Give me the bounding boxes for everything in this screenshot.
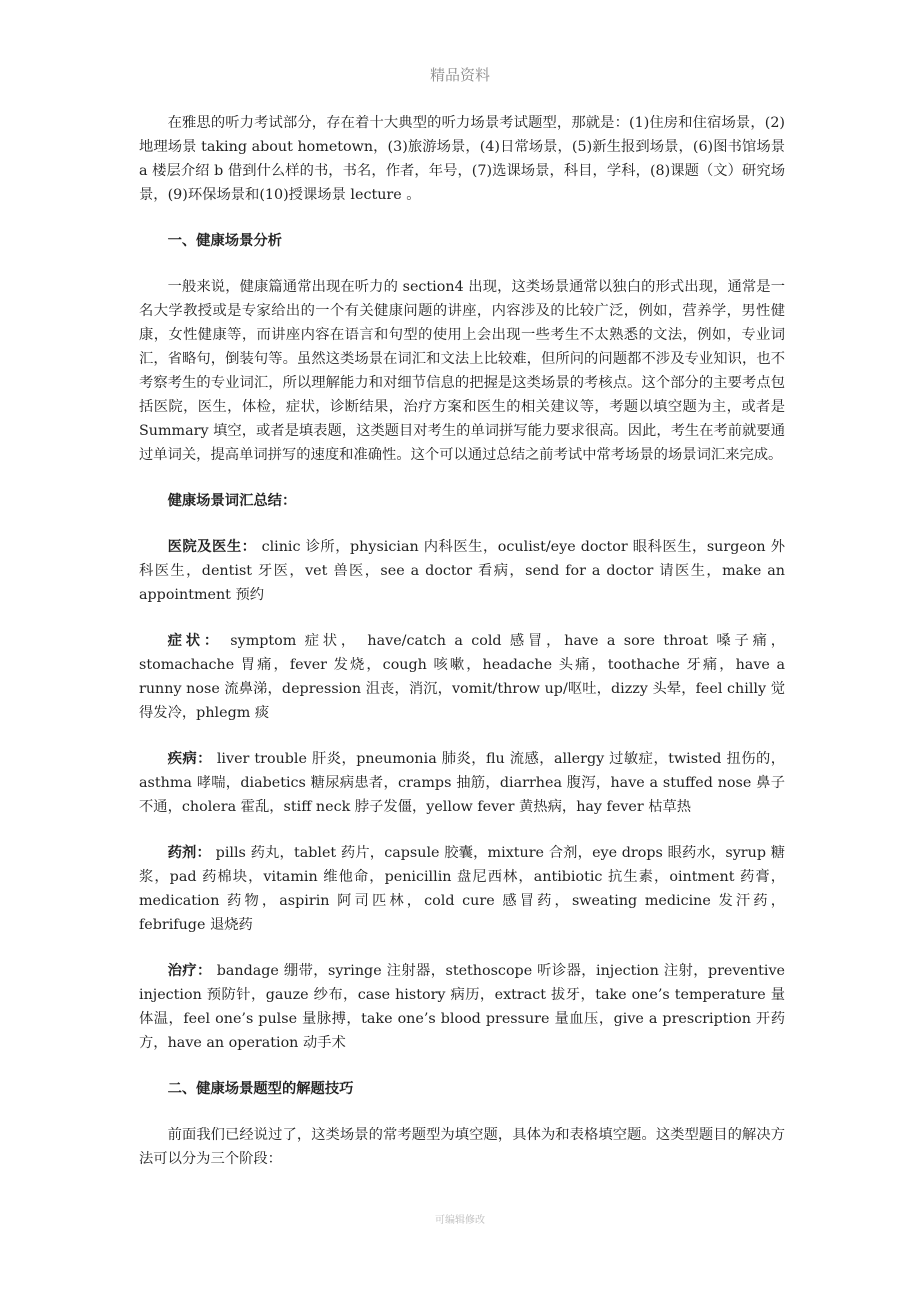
document-body (139, 111, 785, 1171)
vocab-medicine (139, 841, 785, 937)
vocab-hospital (139, 535, 785, 607)
vocab-treatment (139, 959, 785, 1055)
vocab-treatment-label: 治疗： (167, 963, 212, 979)
vocab-disease-text: liver trouble 肝炎，pneumonia 肺炎，flu 流感，allergy 过敏症，twisted 扭伤的，asthma 哮喘，diabetics 糖尿病患者，cramps 抽筋，diarrhea 腹泻，have a stuffed nose 鼻子不通，cholera 霍乱，stiff neck 脖子发僵，yellow fever 黄热病，hay fever 枯草热 (139, 751, 786, 815)
vocab-hospital-text: clinic 诊所，physician 内科医生，oculist/eye doctor 眼科医生，surgeon 外科医生，dentist 牙医，vet 兽医，see a doctor 看病，send for a doctor 请医生，make an appointment 预约 (139, 539, 786, 603)
vocab-disease-label: 疾病： (167, 751, 212, 767)
intro-paragraph: 在雅思的听力考试部分，存在着十大典型的听力场景考试题型，那就是：(1)住房和住宿场景，(2)地理场景 taking about hometown，(3)旅游场景，(4)日常场景，(5)新生报到场景，(6)图书馆场景 a 楼层介绍 b 借到什么样的书，书名，作者，年号，(7)选课场景，科目，学科，(8)课题（文）研究场景，(9)环保场景和(10)授课场景 lecture 。 (139, 115, 785, 203)
vocab-hospital-label: 医院及医生： (167, 539, 257, 555)
vocab-symptom (139, 629, 785, 725)
vocab-heading: 健康场景词汇总结： (167, 493, 297, 509)
page-footer: 可编辑修改 (435, 1215, 485, 1226)
vocab-medicine-text: pills 药丸，tablet 药片，capsule 胶囊，mixture 合剂，eye drops 眼药水，syrup 糖浆，pad 药棉块，vitamin 维他命，penicillin 盘尼西林，antibiotic 抗生素，ointment 药膏，medication 药物，aspirin 阿司匹林，cold cure 感冒药，sweating medicine 发汗药，febrifuge 退烧药 (139, 845, 786, 933)
vocab-symptom-text: symptom 症状， have/catch a cold 感冒，have a sore throat 嗓子痛， stomachache 胃痛，fever 发烧，cough 咳嗽，headache 头痛，toothache 牙痛，have a runny nose 流鼻涕，depression 沮丧，消沉，vomit/throw up/呕吐，dizzy 头晕，feel chilly 觉得发冷，phlegm 痰 (139, 633, 785, 721)
vocab-disease (139, 747, 785, 819)
page-header: 精品资料 (429, 66, 490, 84)
section1-paragraph: 一般来说，健康篇通常出现在听力的 section4 出现，这类场景通常以独白的形式出现，通常是一名大学教授或是专家给出的一个有关健康问题的讲座，内容涉及的比较广泛，例如，营养学，男性健康，女性健康等，而讲座内容在语言和句型的使用上会出现一些考生不太熟悉的文法，例如，专业词汇，省略句，倒装句等。虽然这类场景在词汇和文法上比较难，但所问的问题都不涉及专业知识，也不考察考生的专业词汇，所以理解能力和对细节信息的把握是这类场景的考核点。这个部分的主要考点包括医院，医生，体检，症状，诊断结果，治疗方案和医生的相关建议等，考题以填空题为主，或者是 Summary 填空，或者是填表题，这类题目对考生的单词拼写能力要求很高。因此，考生在考前就要通过单词关，提高单词拼写的速度和准确性。这个可以通过总结之前考试中常考场景的场景词汇来完成。 (139, 279, 785, 463)
section2-heading: 二、健康场景题型的解题技巧 (167, 1081, 354, 1097)
section1-heading: 一、健康场景分析 (167, 233, 282, 249)
vocab-medicine-label: 药剂： (167, 845, 211, 861)
section2-paragraph: 前面我们已经说过了，这类场景的常考题型为填空题，具体为和表格填空题。这类型题目的解决方法可以分为三个阶段： (139, 1127, 785, 1167)
vocab-symptom-label: 症状： (167, 633, 222, 649)
vocab-treatment-text: bandage 绷带，syringe 注射器，stethoscope 听诊器，injection 注射，preventive injection 预防针，gauze 纱布，case history 病历，extract 拔牙，take one’s temperature 量体温，feel one’s pulse 量脉搏，take one’s blood pressure 量血压，give a prescription 开药方，have an operation 动手术 (139, 963, 785, 1051)
